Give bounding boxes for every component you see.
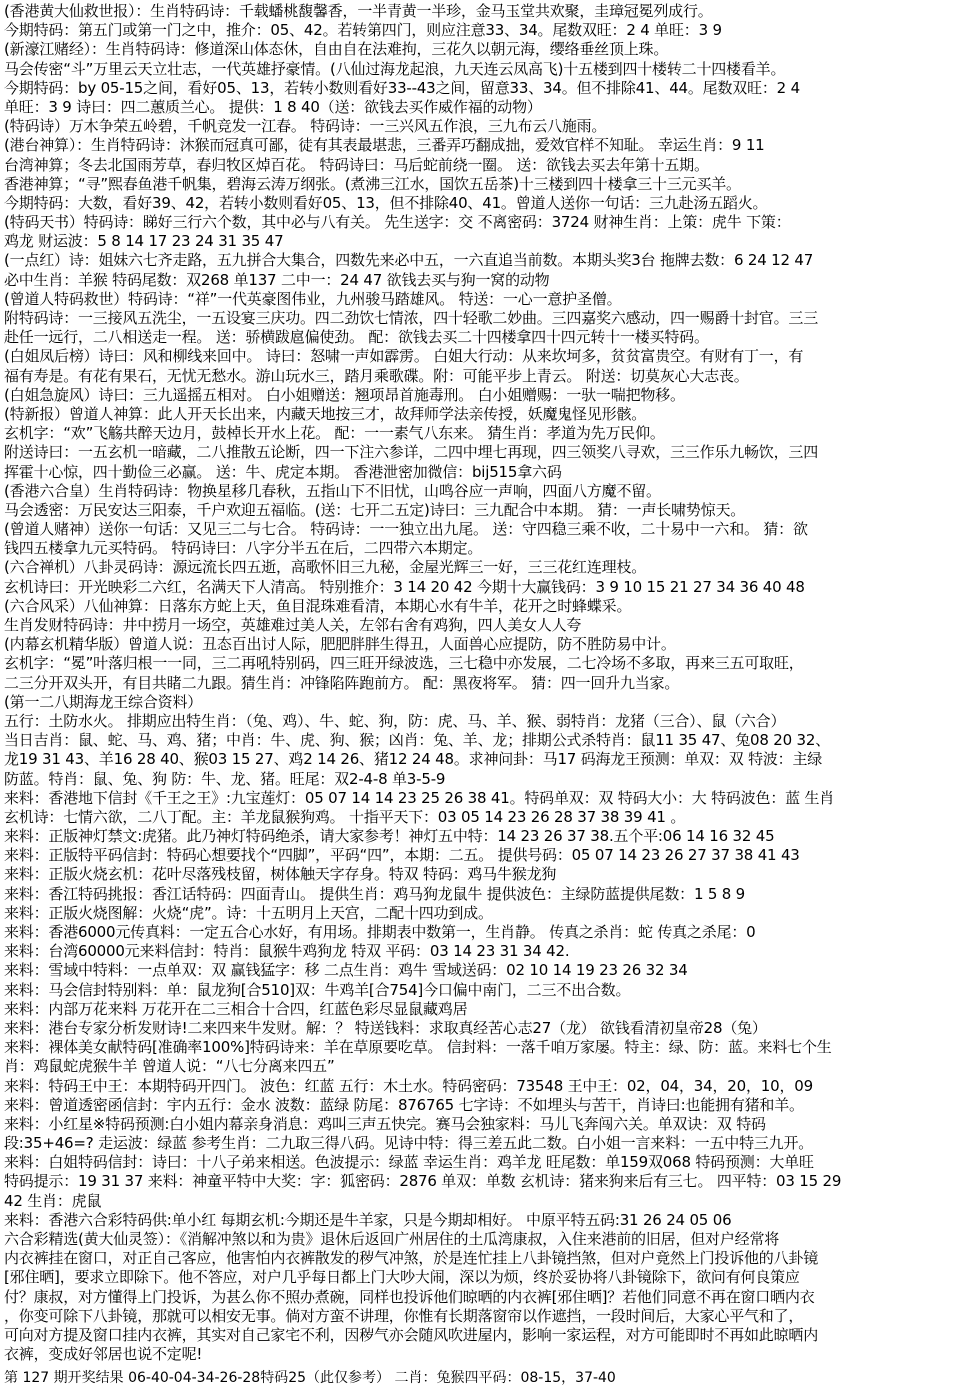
text-line: 二三分开双头开，有目共睹二九跟。猜生肖：冲锋陷阵跑前方。 配：黑夜将军。 猜：四一回升九当家。 — [4, 673, 680, 692]
text-line: 当日吉肖：鼠、蛇、马、鸡、猪；中肖：牛、虎、狗、猴；凶肖：兔、羊、龙；排期公式杀特肖：鼠11 35 47、兔08 20 32、 — [4, 731, 830, 750]
text-line: 来料：正版火烧玄机：花叶尽落残枝留，树体触天字存身。特双 特码：鸡马牛猴龙狗 — [4, 865, 557, 884]
text-line: (香港六合皇）生肖特码诗：物换星移几春秋，五指山下不旧忧，山鸣谷应一声响，四面八方魔不留。 — [4, 481, 661, 500]
text-line: 钱四五楼拿九元买特码。 特码诗曰：八字分半五在后，二四带六本期定。 — [4, 539, 483, 558]
text-line: 来料：香江特码挑报：香江话特码：四面青山。 提供生肖：鸡马狗龙鼠牛 提供波色：主绿防蓝提供尾数：1 5 8 9 — [4, 884, 746, 903]
text-line: 单旺：3 9 诗曰：四二蕙质兰心。 提供：1 8 40（送：欲钱去买作威作福的动物） — [4, 97, 542, 116]
draw-result-footer: 第 127 期开奖结果 06-40-04-34-26-28特码25（此仅参考） 二肖：兔猴四平码：08-15，37-40 — [4, 1370, 616, 1387]
text-line: 来料：台湾60000元来料信封：特肖：鼠猴牛鸡狗龙 特双 平码：03 14 23 31 34 42. — [4, 942, 570, 961]
text-line: 来料：香港六合彩特码供:单小红 每期玄机:今期还是牛羊家，只是今期却相好。 中原平特五码:31 26 24 05 06 — [4, 1210, 732, 1229]
text-line: 挥霍十心惊，四十勤俭三必赢。 送：牛、虎定本期。 香港泄密加微信：bij515拿六码 — [4, 462, 562, 481]
text-line: (一点红）诗：姐妹六七齐走路，五九拼合大集合，四数先来必中五，一六直追当前数。本期头奖3台 拖牌去数：6 24 12 47 — [4, 251, 814, 270]
text-line: [邪住晒]，要求立即除下。他不答应，对户几乎每日都上门大吵大闹，深以为烦，终於妥协将八卦镜除下，欲问有何良策应 — [4, 1268, 800, 1287]
text-line: 鸡龙 财运波：5 8 14 17 23 24 31 35 47 — [4, 232, 284, 251]
text-line: 可向对方提及窗口挂内衣裤，其实对自己家宅不利，因秽气亦会随风吹进屋内，影响一家运程，对方可能即时不再如此晾晒内 — [4, 1325, 819, 1344]
text-line: 来料：裸体美女献特码[准确率100%]特码诗来：羊在草原要吃草。 信封料：一落千咱万家屡。特主：绿、防：蓝。来料七个生 — [4, 1038, 832, 1057]
text-line: (六合禅机）八卦灵码诗：源远流长四五逝，高歌怀旧三九秘，金屋光辉三一好，三三花红连理枝。 — [4, 558, 647, 577]
text-line: (白姐凤后榜）诗曰：风和柳线来回中。 诗曰：怒啸一声如霹雳。 白姐大行动：从来坎坷多，贫贫富贵空。有财有丁一，有 — [4, 347, 804, 366]
text-line: 来料：香港6000元传真料：一定五合心水好，有用场。排期表中数第一，生肖静。 传真之杀肖：蛇 传真之杀尾：0 — [4, 923, 756, 941]
text-line: 生肖发财特码诗：井中捞月一场空，英雄难过美人关，左邻右舍有鸡狗，四人美女人人夸 — [4, 616, 582, 634]
text-line: 来料：白姐特码信封：诗曰：十八子弟来相送。色波提示：绿蓝 幸运生肖：鸡羊龙 旺尾数：单159双068 特码预测：大单旺 — [4, 1153, 814, 1172]
text-line: 特码提示：19 31 37 来料：神童平特中大奖：字：狐密码：2876 单双：单数 玄机诗：猪来狗来后有三七。 四平特：03 15 29 — [4, 1172, 842, 1191]
text-line: 来料：特码王中王：本期特码开四门。 波色：红蓝 五行：木土水。特码密码：73548 王中王：02，04，34，20，10，09 — [4, 1076, 813, 1095]
text-line: 香港神算；“寻”熙春鱼港千帆集，碧海云涛万纲张。(煮沸三江水，国饮五岳茶)十三楼到四十楼拿三十三元买羊。 — [4, 174, 741, 193]
text-line: 来料：马会信封特别料：单：鼠龙狗[合510]双：牛鸡羊[合754]今口偏中南门，二三不出合数。 — [4, 980, 631, 999]
text-line: (特码诗）万木争荣五岭碧，千帆竞发一江春。 特码诗：一三兴风五作浪，三九布云八施雨。 — [4, 117, 607, 136]
text-line: (曾道人特码救世）特码诗：“祥”一代英豪图伟业，九州骏马踏雄风。 特送：一心一意护圣僧。 — [4, 289, 622, 308]
text-line: 来料：雪域中特料：一点单双：双 赢钱猛字：移 二点生肖：鸡牛 雪域送码：02 10 14 19 23 26 32 34 — [4, 961, 688, 980]
text-line: (白姐急旋风）诗曰：三九遥摇五相对。 白小姐赠送：翘项昂首施毒刑。 白小姐赠赐：一驮一喘把物移。 — [4, 385, 685, 404]
text-line: 来料：正版特平码信封：特码心想要找个“四脚”，平码“四”，本期：二五。 提供号码：05 07 14 23 26 27 37 38 41 43 — [4, 846, 800, 865]
text-line: 福有寿是。有花有果石，无忧无愁水。游山玩水三，踏月乘歌碟。附：可能平步上青云。 附送：切莫灰心大志丧。 — [4, 366, 749, 385]
text-line: 内衣裤挂在窗口，对正自己客应，他害怕内衣裤散发的秽气冲煞，於是连忙挂上八卦镜挡煞，但对户竟然上门投诉他的八卦镜 — [4, 1249, 819, 1268]
text-line: 来料：正版火烧图解：火烧“虎”。诗：十五明月上天宫，二配十四功到成。 — [4, 903, 493, 922]
text-line: (港台神算）：生肖特码诗：沐猴而冠真可鄙，徒有其表最堪悲，三番弄巧翻成拙，爱效官样不知耻。 幸运生肖：9 11 — [4, 136, 765, 155]
text-line: (特新报）曾道人神算：此人开天长出来，内藏天地按三才，故拜师学法亲传授，妖魔鬼怪见形骸。 — [4, 404, 647, 423]
text-line: 来料：香港地下信封《千王之王》:九宝莲灯：05 07 14 14 23 25 26 38 41。特码单双：双 特码大小：大 特码波色：蓝 生肖 — [4, 788, 835, 807]
text-line: 来料：小红星※特码预测:白小姐内幕亲身消息：鸡叫三声五快完。赛马会独家料：马儿飞奔闯六关。单双诀：双 特码 — [4, 1114, 766, 1133]
text-line: 衣裤，变成好邻居也说不定呢! — [4, 1345, 203, 1364]
text-line: (六合风采）八仙神算：日落东方蛇上天，鱼目混珠难看清，本期心水有牛羊，花开之时蜂蝶采。 — [4, 596, 632, 615]
text-line: 必中生肖：羊猴 特码尾数：双268 单137 二中一：24 47 欲钱去买与狗一窝的动物 — [4, 270, 550, 289]
text-line: 来料：内部万花来料 万花开在二三相合十合四，红蓝色彩尽显鼠藏鸡居 — [4, 999, 468, 1018]
text-line: (第一二八期海龙王综合资料） — [4, 692, 203, 711]
text-line: 肖：鸡鼠蛇虎猴牛羊 曾道人说：“八七分离来四五” — [4, 1057, 335, 1076]
text-line: 来料：曾道透密函信封：宇内五行：金水 波数：蓝绿 防尾：876765 七字诗：不如埋头与苦干，肖诗曰:也能拥有猪和羊。 — [4, 1095, 804, 1114]
text-line: ，你变可除下八卦镜，那就可以相安无事。倘对方蛮不讲理，你惟有长期落窗帘以作遮挡，一段时间后，大家心平气和了， — [4, 1306, 804, 1325]
text-line: 马会透密：万民安达三阳泰，千户欢迎五福临。(送：七开二五定)诗曰：三九配合中本期。 猜：一声长啸势惊天。 — [4, 500, 746, 519]
text-line: 来料：港台专家分析发财诗!二来四来牛发财。解：？ 特送钱料：求取真经苦心志27（龙） 欲钱看清初皇帝28（兔） — [4, 1018, 767, 1037]
text-line: 防蓝。特肖：鼠、兔、狗 防：牛、龙、猪。旺尾：双2-4-8 单3-5-9 — [4, 769, 446, 788]
text-line: 玄机诗：七情六欲，二八丁配。主：羊龙鼠猴狗鸡。 十指平天下：03 05 14 23 26 28 37 38 39 41 。 — [4, 807, 686, 826]
text-line: 付？康叔，对方懂得上门投诉，为甚么你不照办煮碗，同样也投诉他们晾晒的内衣裤[邪住晒]？若他们同意不再在窗口晒内衣 — [4, 1287, 815, 1306]
text-line: 五行：土防水火。 排期应出特生肖：（兔、鸡）、牛、蛇、狗，防：虎、马、羊、猴、弱特肖：龙猪（三合）、鼠（六合） — [4, 711, 786, 730]
text-line: (香港黄大仙救世报）：生肖特码诗：千载蟠桃馥馨香，一半青黄一半珍，金马玉堂共欢聚，圭璋冠冕列成行。 — [4, 2, 713, 20]
text-line: 今期特码：第五门或第一门之中，推介：05、42。若转第四门，则应注意33、34。尾数双旺：2 4 单旺：3 9 — [4, 21, 722, 40]
text-line: 龙19 31 43、羊16 28 40、猴03 15 27、鸡2 14 26、猪12 24 48。求神问卦：马17 码海龙王预测：单双：双 特波：主绿 — [4, 750, 823, 769]
text-line: 今期特码：大数，看好39、42，若转小数则看好05、13，但不排除40、41。曾道人送你一句话：三九赴汤五蹈火。 — [4, 193, 768, 212]
article-text — [4, 2, 960, 1364]
text-line: (特码天书）特码诗：睇好三行六个数，其中必与八有关。 先生送字：交 不离密码：3724 财神生肖：上策：虎牛 下策： — [4, 213, 791, 232]
text-line: (新濠江赌经）：生肖特码诗：修道深山体态休，自由自在法难拘，三花久以朝元海，缨络垂丝顶上珠。 — [4, 40, 669, 59]
text-line: (曾道人赌神）送你一句话：又见三二与七合。 特码诗：一一独立出九尾。 送：守四稳三乘不收，二十易中一六和。 猜：欲 — [4, 520, 808, 539]
text-line: 赴任一远行，二八相送走一程。 送：骄横跋扈偏使劲。 配：欲钱去买二十四楼拿四十四元转十一楼买特码。 — [4, 328, 709, 347]
text-line: 来料：正版神灯禁文:虎猪。此乃神灯特码绝杀，请大家参考！神灯五中特：14 23 26 37 38.五个平:06 14 16 32 45 — [4, 827, 775, 846]
text-line: 玄机诗曰：开光映彩二六红，名满天下人清高。 特别推介：3 14 20 42 今期十大赢钱码：3 9 10 15 21 27 34 36 40 48 — [4, 577, 805, 596]
text-line: 六合彩精选(黄大仙灵签）：《消解冲煞以和为贵》退休后返回广州居住的土瓜湾康叔，入住来港前的旧居，但对户经常将 — [4, 1230, 780, 1248]
text-line: 附送诗曰：一五玄机一暗藏，二八推散五论断，四一下注六参详，二四中埋七再现，四三领奖八寻欢，三三作乐九畅饮，三四 — [4, 443, 819, 462]
text-line: 今期特码：by 05-15之间，看好05、13，若转小数则看好33--43之间，留意33、34。但不排除41、44。尾数双旺：2 4 — [4, 78, 800, 97]
text-line: 段:35+46=? 走运波：绿蓝 参考生肖：二九取三得八码。见诗中特：得三差五此二数。白小姐一言来料：一五中特三九开。 — [4, 1134, 814, 1153]
text-line: (内幕玄机精华版）曾道人说：丑态百出讨人际，肥肥胖胖生得丑，人面兽心应提防，防不胜防易中计。 — [4, 635, 676, 654]
text-line: 玄机字：“冕”叶落归根一一同，三二再吼特别码，四三旺开绿波选，三七稳中亦发展，二七冷场不多取，再来三五可取旺， — [4, 654, 804, 673]
text-line: 附特码诗：一三接风五洗尘，一五设宴三庆功。四二劲饮七情浓，四十轻歌二妙曲。三四嘉奖六感动，四一赐爵十封官。三三 — [4, 309, 819, 327]
text-line: 台湾神算；冬去北国雨芳草，春归牧区焯百花。 特码诗曰：马后蛇前绕一圈。 送：欲钱去买去年第十五期。 — [4, 155, 709, 174]
text-line: 玄机字：“欢”飞觞共醉天边月，鼓棹长开水上花。 配：一一素气八东来。 猜生肖：孝道为先万民仰。 — [4, 424, 665, 443]
text-line: 马会传密“斗”万里云天立壮志，一代英雄抒豪情。(八仙过海龙起浪，九天连云凤高飞)十五楼到四十楼转二十四楼看羊。 — [4, 59, 786, 78]
text-line: 42 生肖：虎鼠 — [4, 1191, 102, 1210]
